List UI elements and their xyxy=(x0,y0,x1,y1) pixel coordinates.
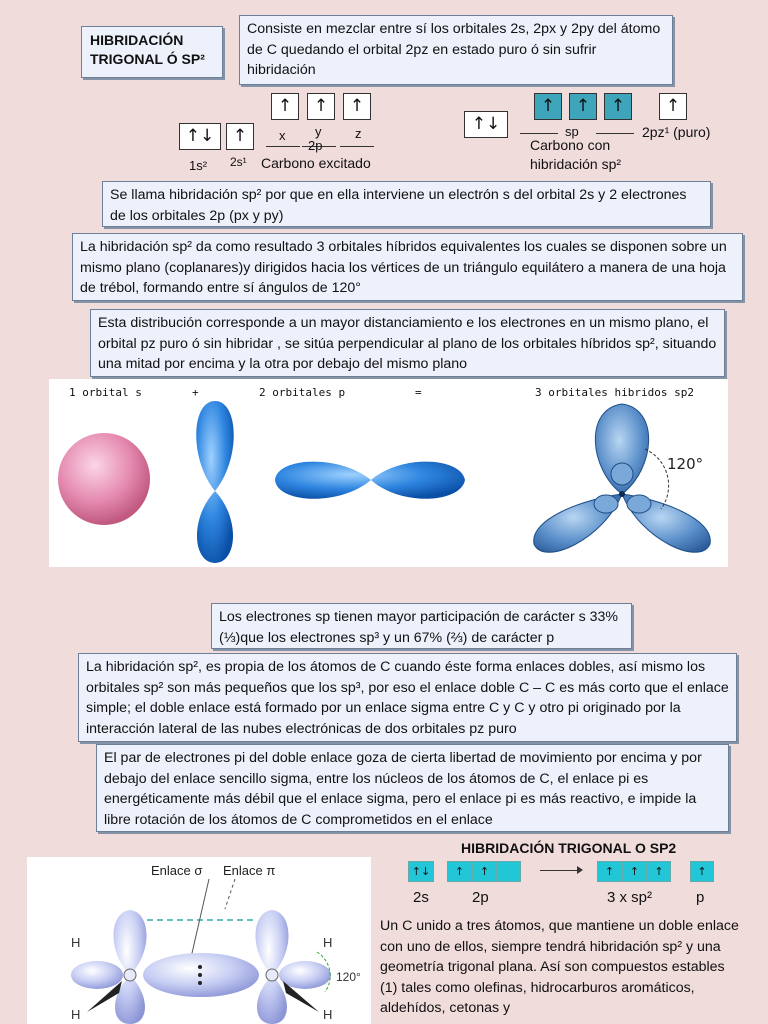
label-enlace-sigma: Enlace σ xyxy=(151,863,203,878)
para-pi-electrons: El par de electrones pi del doble enlace goza de cierta libertad de movimiento por encima y por debajo del enlace sencillo sigma, entre los núcleos de los átomos de C, el enlace pi es energéticamente más débil que el enlace sigma, pero el enlace pi es más reactivo, e impide la libre rotación de los átomos de C comprometidos en el enlace xyxy=(96,744,729,832)
level-line-z xyxy=(340,146,374,147)
sp2-orbital-2: ↑ xyxy=(569,93,597,120)
orbitals-drawing xyxy=(49,379,728,567)
trigonal-heading: HIBRIDACIÓN TRIGONAL O SP2 xyxy=(461,840,677,856)
para-sp-character: Los electrones sp tienen mayor participación de carácter s 33% (⅓)que los electrones sp³ y un 67% (⅔) de carácter p xyxy=(211,603,632,649)
label-2p: 2p xyxy=(308,138,323,153)
para-sp2-definition: Se llama hibridación sp² por que en ella interviene un electrón s del orbital 2s y 2 electrones de los orbitales 2p (px y py) xyxy=(102,181,711,227)
level-line-sp-2 xyxy=(596,133,634,134)
label-1s: 1s² xyxy=(189,158,208,173)
cell-2p-2: ↑ xyxy=(472,861,497,882)
cell-sp2-3: ↑ xyxy=(647,861,671,882)
label-trig-2p: 2p xyxy=(472,889,489,906)
label-orbital-s: 1 orbital s xyxy=(69,386,142,399)
label-hybrid-orbitals: 3 orbitales hibridos sp2 xyxy=(535,386,694,399)
sp2-orbital-3: ↑ xyxy=(604,93,632,120)
s-orbital-sphere xyxy=(58,433,150,525)
label-z: z xyxy=(355,126,362,141)
label-trig-p: p xyxy=(696,889,705,906)
pz-orbital-box: ↑ xyxy=(659,93,687,120)
label-carbon-hybrid: Carbono con hibridación sp² xyxy=(530,137,622,172)
orbital-1s-box: ↑↓ xyxy=(179,123,221,150)
orbital-2s-box: ↑ xyxy=(226,123,254,150)
label-trig-3sp2: 3 x sp² xyxy=(607,889,653,906)
label-orbitals-p: 2 orbitales p xyxy=(259,386,346,399)
label-enlace-pi: Enlace π xyxy=(223,863,276,878)
label-h-bottom-right: H xyxy=(323,1007,333,1022)
label-2pz-pure: 2pz¹ (puro) xyxy=(642,124,711,140)
orbital-2py-box: ↑ xyxy=(307,93,335,120)
transition-arrow-icon xyxy=(540,870,580,871)
cell-sp2-1: ↑ xyxy=(597,861,622,882)
intro-box: Consiste en mezclar entre sí los orbitales 2s, 2px y 2py del átomo de C quedando el orbital 2pz en estado puro ó sin sufrir hibridación xyxy=(239,15,673,85)
sp2-hybrid-orbitals xyxy=(534,404,711,552)
level-line-x xyxy=(266,146,300,147)
p-orbital-vertical xyxy=(196,401,234,563)
label-trig-2s: 2s xyxy=(413,889,429,906)
bond-figure xyxy=(27,857,371,1024)
label-angle-120-bond: 120° xyxy=(336,970,361,984)
title-box xyxy=(81,26,223,78)
label-carbon-excited: Carbono excitado xyxy=(261,155,371,171)
label-sp: sp xyxy=(565,124,579,139)
para-trigonal-geometry: Un C unido a tres átomos, que mantiene un doble enlace con uno de ellos, siempre tendrá hibridación sp² y una geometría trigonal plana. Así son compuestos estables (1) tales como olefinas, hidrocarburos aromáticos, aldehídos, cetonas y xyxy=(380,918,739,1016)
label-h-top-right: H xyxy=(323,935,333,950)
label-2s: 2s¹ xyxy=(230,155,247,169)
para-double-bond: La hibridación sp², es propia de los átomos de C cuando éste forma enlaces dobles, así mismo los orbitales sp² son más pequeños que los sp³, por eso el enlace doble C – C es más corto que el enlace simple; el doble enlace está formado por un enlace sigma entre C y C y otro pi originado por la interacción lateral de las nubes electrónicas de dos orbitales pz puro xyxy=(78,653,737,742)
level-line-sp-1 xyxy=(520,133,558,134)
label-x: x xyxy=(279,128,286,143)
cell-sp2-2: ↑ xyxy=(622,861,647,882)
label-h-top-left: H xyxy=(71,935,81,950)
label-h-bottom-left: H xyxy=(71,1007,81,1022)
cell-2p-3 xyxy=(497,861,521,882)
cell-2p-1: ↑ xyxy=(447,861,472,882)
p-orbital-horizontal xyxy=(275,462,465,499)
title-line-2: TRIGONAL Ó SP² xyxy=(90,51,205,67)
orbital-2px-box: ↑ xyxy=(271,93,299,120)
transition-arrowhead-icon xyxy=(577,866,583,874)
label-angle-120: 120° xyxy=(667,455,704,473)
label-equals: = xyxy=(415,386,422,399)
orbitals-figure xyxy=(49,379,728,567)
label-y: y xyxy=(315,124,322,139)
title-line-1: HIBRIDACIÓN xyxy=(90,32,184,48)
para-pz-perpendicular: Esta distribución corresponde a un mayor distanciamiento e los electrones en un mismo plano, el orbital pz puro ó sin hibridar , se sitúa perpendicular al plano de los orbitales híbridos sp², situando una mitad por encima y la otra por debajo del mismo plano xyxy=(90,309,725,377)
label-plus: + xyxy=(192,386,199,399)
sp2-orbital-1: ↑ xyxy=(534,93,562,120)
orbital-pair-box: ↑↓ xyxy=(464,111,508,138)
cell-2s: ↑↓ xyxy=(408,861,434,882)
para-three-hybrid-orbitals: La hibridación sp² da como resultado 3 orbitales híbridos equivalentes los cuales se disponen sobre un mismo plano (coplanares)y dirigidos hacia los vértices de un triángulo equilátero a manera de una hoja de trébol, formando entre sí ángulos de 120° xyxy=(72,233,743,301)
cell-p: ↑ xyxy=(690,861,714,882)
orbital-2pz-box: ↑ xyxy=(343,93,371,120)
